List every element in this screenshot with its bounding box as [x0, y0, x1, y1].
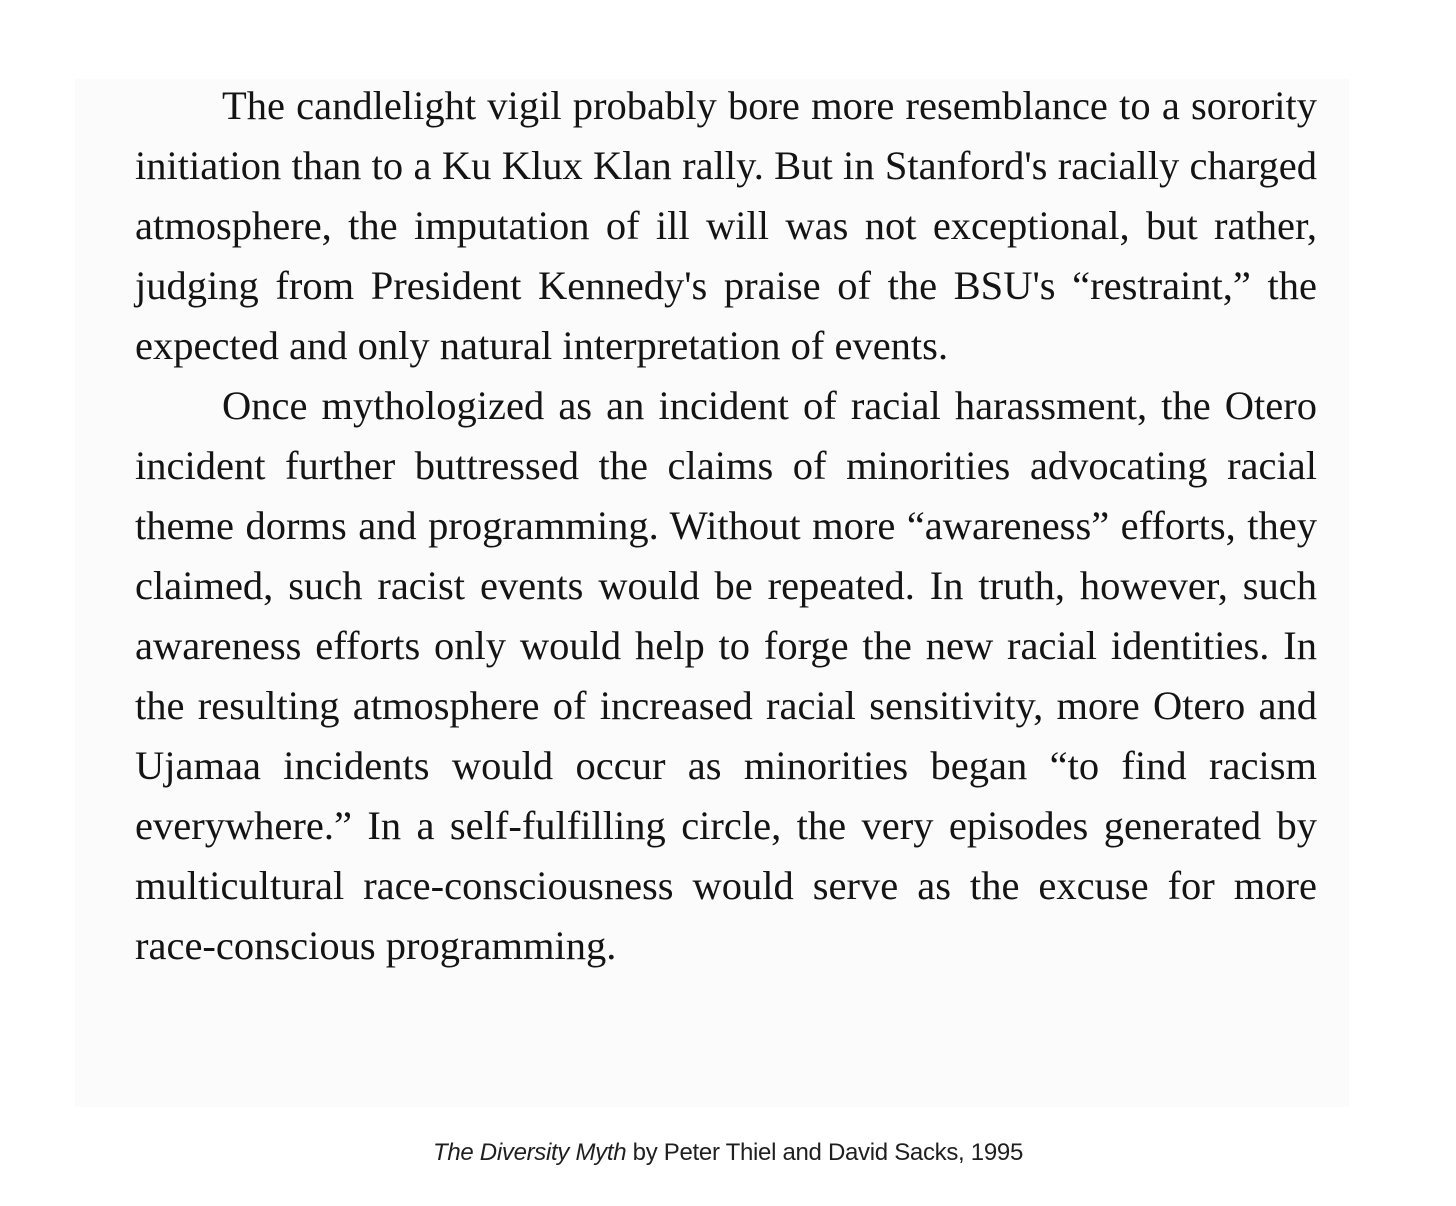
excerpt-text [135, 76, 1317, 976]
book-excerpt [75, 79, 1349, 1107]
book-title: The Diversity Myth [432, 1139, 627, 1166]
source-caption [0, 1136, 1456, 1170]
paragraph-1: The candlelight vigil probably bore more resemblance to a sorority initiation than to a Ku Klux Klan rally. But in Stanford's racially charged atmosphere, the imputation of ill will was not exceptional, but rather, judging from President Kennedy's praise of the BSU's “restraint,” the expected and only natural interpretation of events. [135, 83, 1317, 368]
paragraph-2: Once mythologized as an incident of racial harassment, the Otero incident further buttressed the claims of minorities advocating racial theme dorms and programming. Without more “awareness” efforts, they claimed, such racist events would be repeated. In truth, however, such awareness efforts only would help to forge the new racial identities. In the resulting atmosphere of increased racial sensitivity, more Otero and Ujamaa incidents would occur as minorities began “to find racism everywhere.” In a self-fulfilling circle, the very episodes generated by multicultural race-consciousness would serve as the excuse for more race-conscious programming. [135, 383, 1317, 968]
attribution: by Peter Thiel and David Sacks, 1995 [626, 1139, 1023, 1166]
